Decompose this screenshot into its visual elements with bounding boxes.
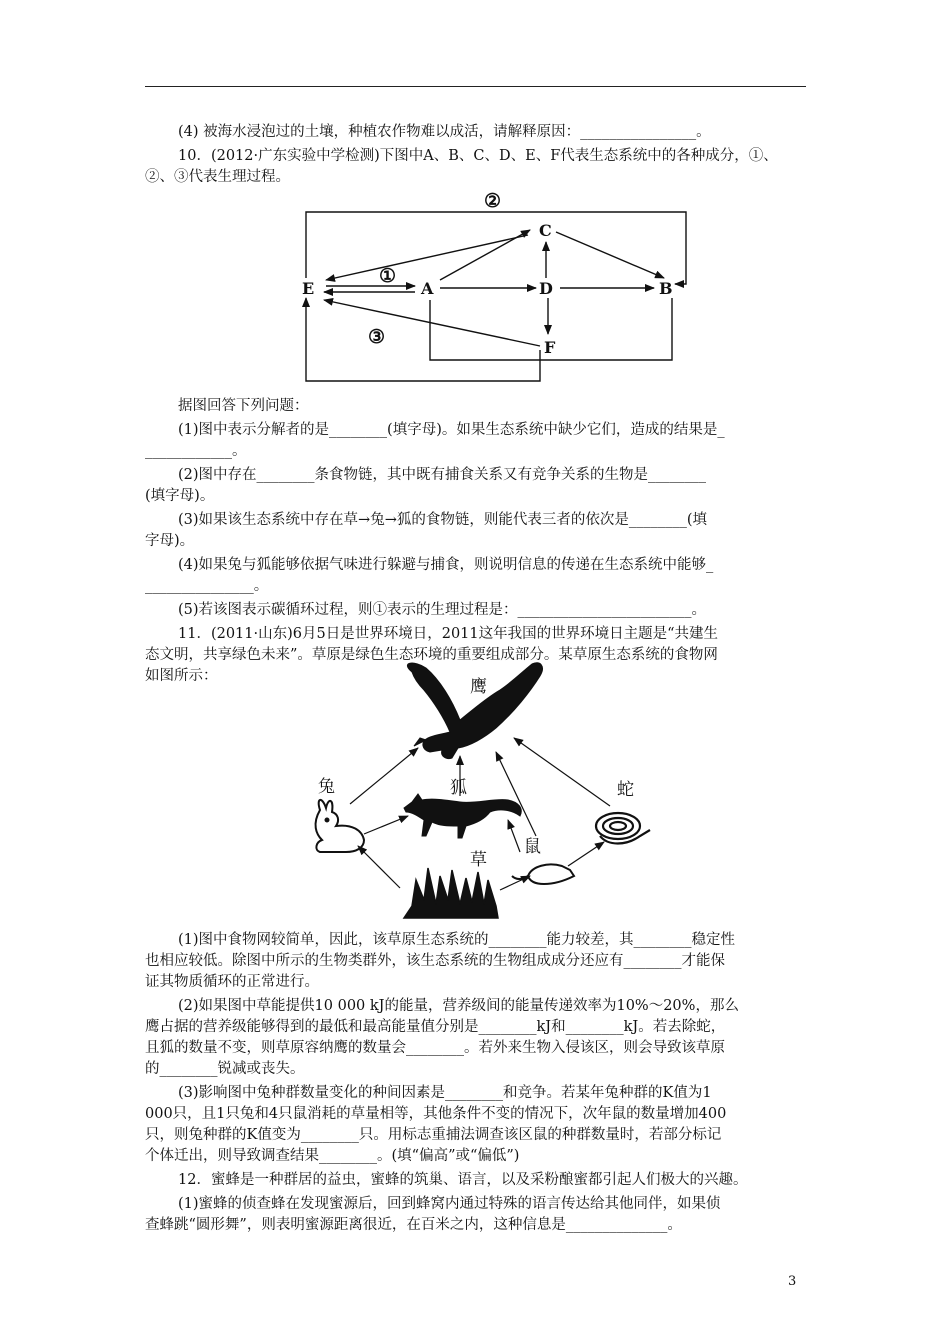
label-snake: 蛇 — [617, 780, 634, 800]
q11-3-line-4: 个体迁出，则导致调查结果________。(填“偏高”或“偏低”) — [145, 1148, 520, 1164]
page-number: 3 — [788, 1274, 797, 1289]
q11-2-line-1: (2)如果图中草能提供10 000 kJ的能量，营养级间的能量传递效率为10%～20%，那么 — [178, 998, 739, 1014]
node-C: C — [539, 221, 552, 240]
q11-2-line-2: 鹰占据的营养级能够得到的最低和最高能量值分别是________kJ和________kJ。若去除蛇， — [145, 1019, 726, 1035]
label-rabbit: 兔 — [318, 777, 335, 797]
label-mouse: 鼠 — [524, 837, 541, 857]
rabbit-icon — [316, 800, 364, 852]
q10-4-line-2: _______________。 — [145, 578, 269, 594]
q11-3-line-1: (3)影响图中兔种群数量变化的种间因素是________和竞争。若某年兔种群的K值为1 — [178, 1085, 712, 1101]
q12-1-line-2: 查蜂跳“圆形舞”，则表明蜜源距离很近，在百米之内，这种信息是______________。 — [145, 1217, 682, 1233]
process-1-label: ① — [379, 265, 397, 287]
mouse-icon — [512, 864, 574, 884]
q10-1-line-1: (1)图中表示分解者的是________(填字母)。如果生态系统中缺少它们，造成的结果是_ — [178, 422, 725, 438]
q10-intro: 据图回答下列问题： — [178, 398, 309, 414]
q12-line-1: 12．蜜蜂是一种群居的益虫，蜜蜂的筑巢、语言，以及采粉酿蜜都引起人们极大的兴趣。 — [178, 1172, 748, 1188]
q10-line-1: 10．(2012·广东实验中学检测)下图中A、B、C、D、E、F代表生态系统中的各种成分，①、 — [178, 148, 778, 164]
fox-icon — [404, 794, 521, 838]
loop-2-path — [306, 212, 686, 284]
q11-line-3: 如图所示： — [145, 668, 218, 684]
q10-5-line: (5)若该图表示碳循环过程，则①表示的生理过程是：________________________。 — [178, 602, 707, 618]
q10-3-line-1: (3)如果该生态系统中存在草→兔→狐的食物链，则能代表三者的依次是________(填 — [178, 512, 707, 528]
q11-line-1: 11．(2011·山东)6月5日是世界环境日，2011这年我国的世界环境日主题是“共建生 — [178, 626, 719, 642]
q11-line-2: 态文明，共享绿色未来”。草原是绿色生态环境的重要组成部分。某草原生态系统的食物网 — [145, 647, 718, 663]
q10-4-line-1: (4)如果兔与狐能够依据气味进行躲避与捕食，则说明信息的传递在生态系统中能够_ — [178, 557, 714, 573]
node-E: E — [302, 279, 315, 298]
process-2-label: ② — [484, 190, 502, 212]
process-3-label: ③ — [368, 326, 386, 348]
ecosystem-diagram — [296, 188, 696, 388]
q11-1-line-3: 证其物质循环的正常进行。 — [145, 974, 319, 990]
q10-3-line-2: 字母)。 — [145, 533, 195, 549]
q11-1-line-2: 也相应较低。除图中所示的生物类群外，该生态系统的生物组成成分还应有________才能保 — [145, 953, 725, 969]
q10-2-line-1: (2)图中存在________条食物链，其中既有捕食关系又有竞争关系的生物是________ — [178, 467, 707, 483]
q10-2-line-2: (填字母)。 — [145, 488, 215, 504]
label-grass: 草 — [470, 850, 487, 870]
q12-1-line-1: (1)蜜蜂的侦查蜂在发现蜜源后，回到蜂窝内通过特殊的语言传达给其他同伴，如果侦 — [178, 1196, 721, 1212]
food-web-diagram — [300, 660, 634, 925]
node-A: A — [421, 279, 434, 298]
label-fox: 狐 — [450, 778, 467, 798]
node-D: D — [539, 279, 553, 298]
q10-1-line-2: ____________。 — [145, 443, 247, 459]
label-eagle: 鹰 — [470, 677, 487, 697]
grass-icon — [404, 868, 498, 918]
loop-3-path — [306, 298, 540, 381]
q11-1-line-1: (1)图中食物网较简单，因此，该草原生态系统的________能力较差，其________稳定性 — [178, 932, 736, 948]
node-B: B — [659, 279, 673, 298]
q11-3-line-3: 只，则兔种群的K值变为________只。用标志重捕法调查该区鼠的种群数量时，若部分标记 — [145, 1127, 722, 1143]
header-rule — [145, 86, 806, 87]
q11-2-line-4: 的________锐减或丧失。 — [145, 1061, 305, 1077]
snake-icon — [596, 813, 650, 844]
q11-2-line-3: 且狐的数量不变，则草原容纳鹰的数量会________。若外来生物入侵该区，则会导致该草原 — [145, 1040, 725, 1056]
q9-4-line: (4) 被海水浸泡过的土壤，种植农作物难以成活，请解释原因：________________。 — [178, 124, 711, 140]
q11-3-line-2: 000只，且1只兔和4只鼠消耗的草量相等，其他条件不变的情况下，次年鼠的数量增加400 — [145, 1106, 727, 1122]
q10-line-2: ②、③代表生理过程。 — [145, 169, 290, 185]
node-F: F — [544, 338, 556, 357]
